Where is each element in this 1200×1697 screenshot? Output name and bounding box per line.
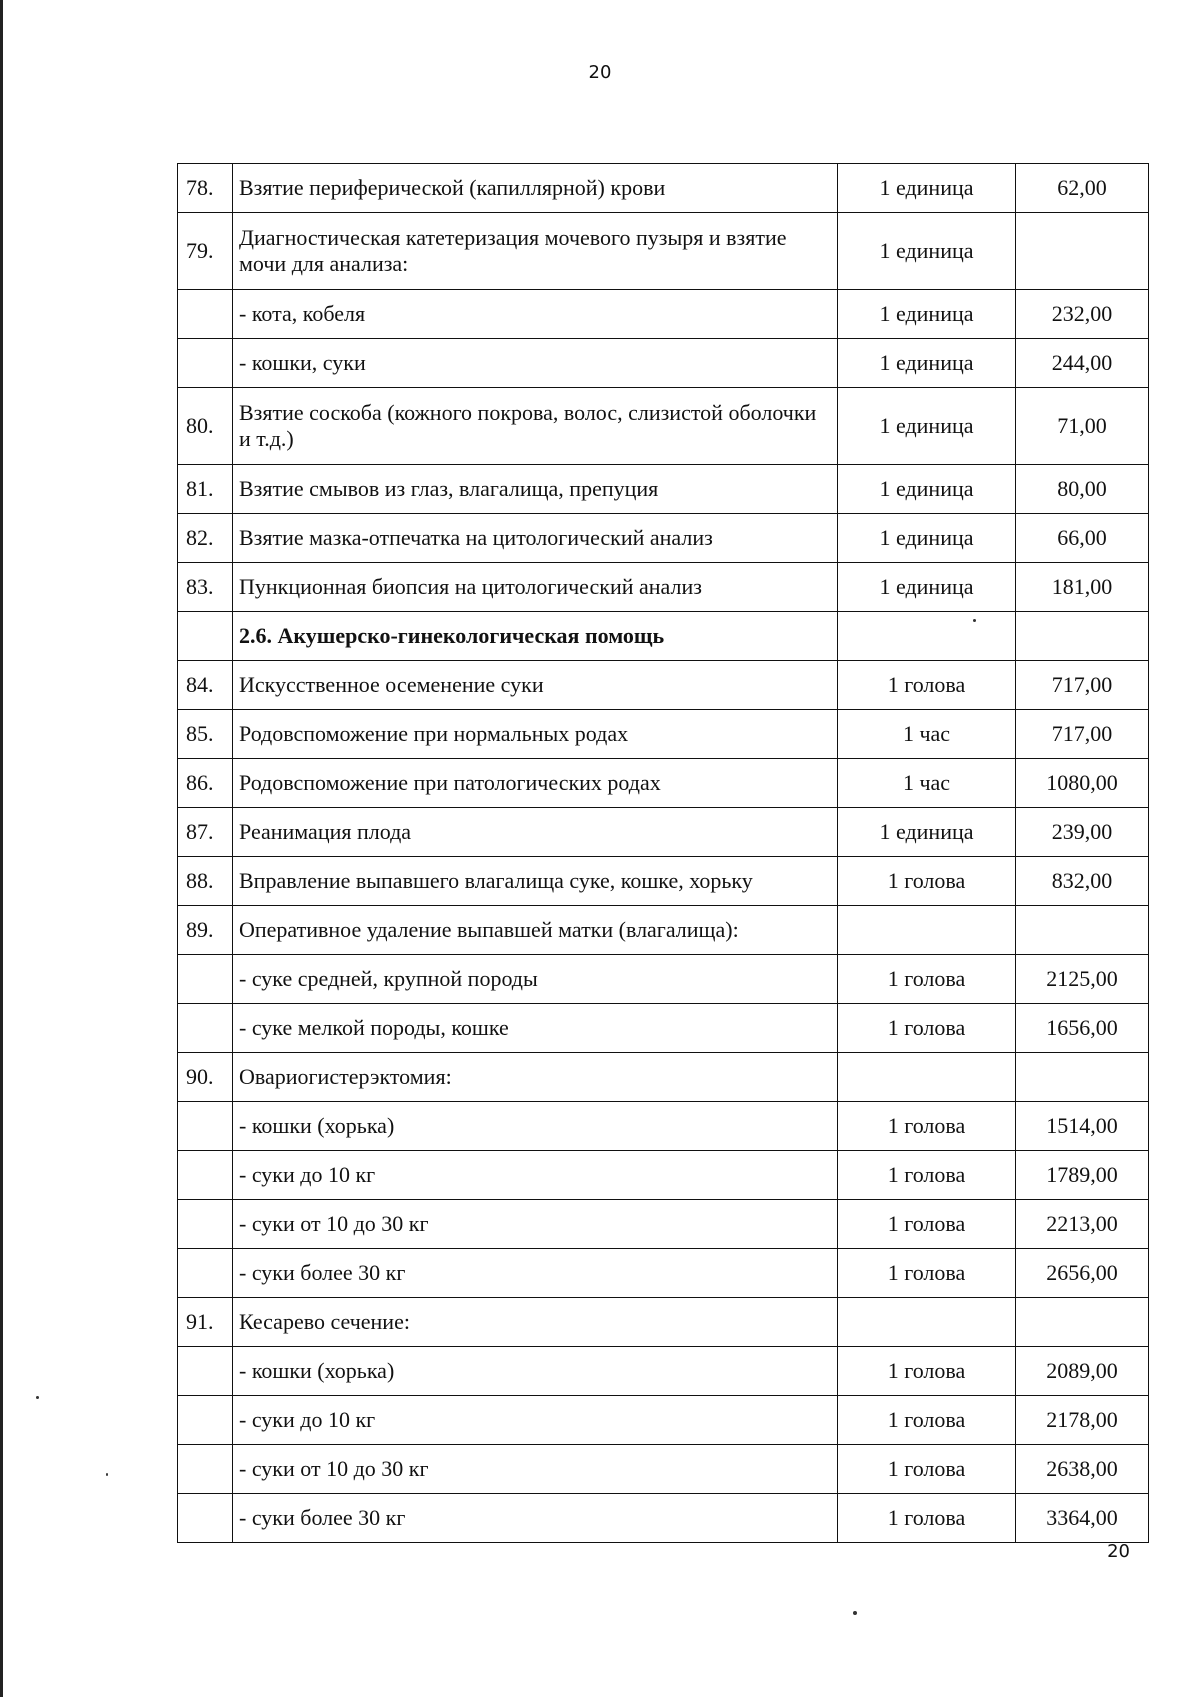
service-name-cell: - кошки (хорька) [233, 1102, 838, 1151]
unit-cell: 1 голова [838, 1494, 1016, 1543]
row-number-cell [178, 955, 233, 1004]
service-name-cell: - суки до 10 кг [233, 1396, 838, 1445]
price-cell: 66,00 [1016, 514, 1149, 563]
table-body [178, 164, 1149, 1543]
price-cell: 2089,00 [1016, 1347, 1149, 1396]
unit-cell: 1 час [838, 710, 1016, 759]
unit-cell: 1 голова [838, 1004, 1016, 1053]
scan-speck [106, 1473, 108, 1476]
unit-cell [838, 1298, 1016, 1347]
price-cell: 717,00 [1016, 661, 1149, 710]
row-number-cell: 84. [178, 661, 233, 710]
row-number-cell: 81. [178, 465, 233, 514]
row-number-cell [178, 612, 233, 661]
price-cell: 717,00 [1016, 710, 1149, 759]
price-cell: 2213,00 [1016, 1200, 1149, 1249]
row-number-cell [178, 1249, 233, 1298]
table-row [178, 759, 1149, 808]
table-row [178, 1396, 1149, 1445]
row-number-cell: 88. [178, 857, 233, 906]
unit-cell [838, 1053, 1016, 1102]
unit-cell: 1 единица [838, 808, 1016, 857]
service-name-cell: - суки от 10 до 30 кг [233, 1445, 838, 1494]
price-cell [1016, 612, 1149, 661]
table-row [178, 1053, 1149, 1102]
service-name-cell: - кота, кобеля [233, 290, 838, 339]
price-cell: 80,00 [1016, 465, 1149, 514]
price-cell: 71,00 [1016, 388, 1149, 465]
price-cell: 3364,00 [1016, 1494, 1149, 1543]
table-row [178, 339, 1149, 388]
row-number-cell [178, 1445, 233, 1494]
price-cell: 62,00 [1016, 164, 1149, 213]
row-number-cell [178, 1494, 233, 1543]
price-cell [1016, 906, 1149, 955]
service-name-cell: Пункционная биопсия на цитологический анализ [233, 563, 838, 612]
row-number-cell: 83. [178, 563, 233, 612]
service-name-cell: Взятие периферической (капиллярной) крови [233, 164, 838, 213]
service-name-cell: Родовспоможение при нормальных родах [233, 710, 838, 759]
service-name-cell: - суки более 30 кг [233, 1249, 838, 1298]
scan-edge-line [0, 0, 3, 1697]
price-cell: 244,00 [1016, 339, 1149, 388]
unit-cell: 1 голова [838, 1102, 1016, 1151]
table-row [178, 710, 1149, 759]
price-cell: 2125,00 [1016, 955, 1149, 1004]
unit-cell: 1 единица [838, 465, 1016, 514]
service-name-cell: Родовспоможение при патологических родах [233, 759, 838, 808]
unit-cell: 1 голова [838, 1396, 1016, 1445]
row-number-cell: 89. [178, 906, 233, 955]
service-name-cell: Искусственное осеменение суки [233, 661, 838, 710]
service-name-cell: - кошки, суки [233, 339, 838, 388]
page-number-bottom: 20 [1107, 1541, 1130, 1562]
unit-cell: 1 единица [838, 213, 1016, 290]
table-row [178, 1494, 1149, 1543]
price-cell: 232,00 [1016, 290, 1149, 339]
service-name-cell: - суки от 10 до 30 кг [233, 1200, 838, 1249]
service-name-cell: Овариогистерэктомия: [233, 1053, 838, 1102]
price-cell: 1789,00 [1016, 1151, 1149, 1200]
table-row [178, 388, 1149, 465]
row-number-cell [178, 339, 233, 388]
row-number-cell: 85. [178, 710, 233, 759]
service-name-cell: Взятие соскоба (кожного покрова, волос, слизистой оболочки и т.д.) [233, 388, 838, 465]
price-cell: 181,00 [1016, 563, 1149, 612]
table-row [178, 1004, 1149, 1053]
table-row [178, 1102, 1149, 1151]
row-number-cell [178, 1396, 233, 1445]
row-number-cell [178, 1200, 233, 1249]
service-name-cell: 2.6. Акушерско-гинекологическая помощь [233, 612, 838, 661]
table-row [178, 1347, 1149, 1396]
price-cell: 2638,00 [1016, 1445, 1149, 1494]
unit-cell: 1 единица [838, 164, 1016, 213]
service-name-cell: Диагностическая катетеризация мочевого пузыря и взятие мочи для анализа: [233, 213, 838, 290]
price-cell: 1080,00 [1016, 759, 1149, 808]
table-row [178, 808, 1149, 857]
unit-cell: 1 голова [838, 1200, 1016, 1249]
unit-cell: 1 единица [838, 514, 1016, 563]
service-name-cell: Вправление выпавшего влагалища суке, кошке, хорьку [233, 857, 838, 906]
service-name-cell: - суке средней, крупной породы [233, 955, 838, 1004]
price-cell: 239,00 [1016, 808, 1149, 857]
price-cell [1016, 1053, 1149, 1102]
unit-cell: 1 голова [838, 1445, 1016, 1494]
row-number-cell: 87. [178, 808, 233, 857]
table-row [178, 1249, 1149, 1298]
service-name-cell: - кошки (хорька) [233, 1347, 838, 1396]
unit-cell: 1 единица [838, 388, 1016, 465]
row-number-cell: 90. [178, 1053, 233, 1102]
row-number-cell: 91. [178, 1298, 233, 1347]
table-row [178, 906, 1149, 955]
page-number-top: 20 [588, 62, 612, 83]
service-name-cell: Взятие смывов из глаз, влагалища, препуция [233, 465, 838, 514]
price-cell: 2178,00 [1016, 1396, 1149, 1445]
row-number-cell: 80. [178, 388, 233, 465]
scan-speck [36, 1396, 39, 1399]
price-cell [1016, 1298, 1149, 1347]
table-row [178, 514, 1149, 563]
row-number-cell: 79. [178, 213, 233, 290]
unit-cell [838, 906, 1016, 955]
row-number-cell: 78. [178, 164, 233, 213]
row-number-cell: 82. [178, 514, 233, 563]
unit-cell: 1 голова [838, 955, 1016, 1004]
row-number-cell [178, 1004, 233, 1053]
unit-cell: 1 час [838, 759, 1016, 808]
table-row [178, 955, 1149, 1004]
unit-cell: 1 голова [838, 857, 1016, 906]
service-name-cell: Оперативное удаление выпавшей матки (влагалища): [233, 906, 838, 955]
table-row [178, 290, 1149, 339]
table-row [178, 661, 1149, 710]
price-table [177, 163, 1149, 1543]
price-cell [1016, 213, 1149, 290]
row-number-cell [178, 290, 233, 339]
unit-cell: 1 голова [838, 1151, 1016, 1200]
row-number-cell: 86. [178, 759, 233, 808]
table-row [178, 1298, 1149, 1347]
service-name-cell: - суки более 30 кг [233, 1494, 838, 1543]
table-row [178, 213, 1149, 290]
row-number-cell [178, 1151, 233, 1200]
service-name-cell: Взятие мазка-отпечатка на цитологический анализ [233, 514, 838, 563]
table-row [178, 164, 1149, 213]
price-cell: 832,00 [1016, 857, 1149, 906]
unit-cell: 1 единица [838, 290, 1016, 339]
row-number-cell [178, 1347, 233, 1396]
table-row [178, 465, 1149, 514]
row-number-cell [178, 1102, 233, 1151]
table-row [178, 1445, 1149, 1494]
service-name-cell: Реанимация плода [233, 808, 838, 857]
price-cell: 1514,00 [1016, 1102, 1149, 1151]
price-cell: 1656,00 [1016, 1004, 1149, 1053]
table-row [178, 857, 1149, 906]
price-cell: 2656,00 [1016, 1249, 1149, 1298]
table-row [178, 612, 1149, 661]
unit-cell: 1 единица [838, 339, 1016, 388]
service-name-cell: Кесарево сечение: [233, 1298, 838, 1347]
table-row [178, 1151, 1149, 1200]
unit-cell [838, 612, 1016, 661]
service-name-cell: - суке мелкой породы, кошке [233, 1004, 838, 1053]
scan-speck [973, 619, 976, 622]
scan-speck [853, 1611, 857, 1615]
unit-cell: 1 голова [838, 1249, 1016, 1298]
unit-cell: 1 единица [838, 563, 1016, 612]
table-row [178, 563, 1149, 612]
service-name-cell: - суки до 10 кг [233, 1151, 838, 1200]
unit-cell: 1 голова [838, 1347, 1016, 1396]
table-row [178, 1200, 1149, 1249]
unit-cell: 1 голова [838, 661, 1016, 710]
